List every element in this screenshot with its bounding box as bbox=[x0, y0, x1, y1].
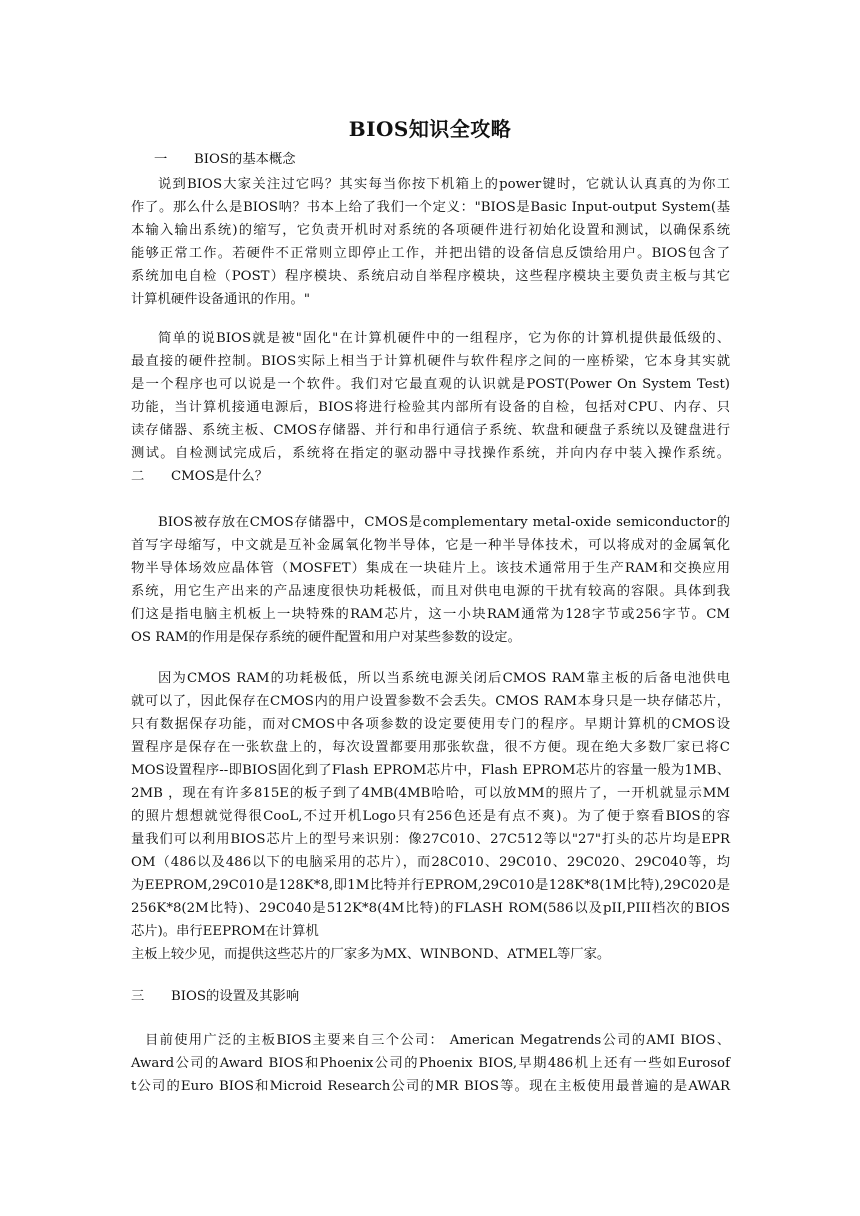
paragraph-line: 们这是指电脑主机板上一块特殊的RAM芯片，这一小块RAM通常为128字节或256字节。CM bbox=[131, 607, 730, 622]
paragraph-line: 的照片想想就觉得很CooL,不过开机Logo只有256色还是有点不爽)。为了便于察看BIOS的容 bbox=[131, 809, 730, 824]
paragraph-line: 测试。自检测试完成后，系统将在指定的驱动器中寻找操作系统，并向内存中装入操作系统。 bbox=[131, 446, 730, 461]
paragraph-line: 系统，用它生产出来的产品速度很快功耗极低，而且对供电电源的干扰有较高的容限。具体到我 bbox=[131, 584, 730, 599]
paragraph-line: 说到BIOS大家关注过它吗？其实每当你按下机箱上的power键时，它就认认真真的为你工 bbox=[158, 177, 730, 192]
paragraph-line: 芯片)。串行EEPROM在计算机 bbox=[131, 924, 319, 939]
paragraph-line: 读存储器、系统主板、CMOS存储器、并行和串行通信子系统、软盘和硬盘子系统以及键盘进行 bbox=[131, 423, 730, 438]
paragraph-line: 计算机硬件设备通讯的作用。" bbox=[131, 292, 310, 307]
paragraph-line: 功能，当计算机接通电源后，BIOS将进行检验其内部所有设备的自检，包括对CPU、内存、只 bbox=[131, 400, 730, 415]
paragraph-line: 物半导体场效应晶体管（MOSFET）集成在一块硅片上。该技术通常用于生产RAM和交换应用 bbox=[131, 561, 730, 576]
section-title: BIOS的基本概念 bbox=[194, 152, 296, 167]
paragraph-line: 目前使用广泛的主板BIOS主要来自三个公司： American Megatrends公司的AMI BIOS、 bbox=[145, 1033, 730, 1048]
paragraph-line: 2MB ，现在有许多815E的板子到了4MB(4MB哈哈，可以放MM的照片了，一开机就显示MM bbox=[131, 786, 730, 801]
paragraph-line: 最直接的硬件控制。BIOS实际上相当于计算机硬件与软件程序之间的一座桥梁，它本身其实就 bbox=[131, 354, 730, 369]
paragraph-line: 就可以了，因此保存在CMOS内的用户设置参数不会丢失。CMOS RAM本身只是一块存储芯片， bbox=[131, 694, 730, 709]
paragraph-line: 256K*8(2M比特)、29C040是512K*8(4M比特)的FLASH ROM(586以及pII,PIII档次的BIOS bbox=[131, 901, 730, 916]
paragraph-line: 系统加电自检（POST）程序模块、系统启动自举程序模块，这些程序模块主要负责主板与其它 bbox=[131, 269, 730, 284]
paragraph-line: 是一个程序也可以说是一个软件。我们对它最直观的认识就是POST(Power On System Test) bbox=[131, 377, 730, 392]
document-title: BIOS知识全攻略 bbox=[348, 117, 512, 141]
paragraph-line: 量我们可以利用BIOS芯片上的型号来识别：像27C010、27C512等以"27"打头的芯片均是EPR bbox=[131, 832, 730, 847]
paragraph-line: 置程序是保存在一张软盘上的，每次设置都要用那张软盘，很不方便。现在绝大多数厂家已将C bbox=[131, 740, 730, 755]
section-title: CMOS是什么？ bbox=[171, 469, 268, 484]
section-number: 二 bbox=[131, 469, 145, 484]
paragraph-line: 为EEPROM,29C010是128K*8,即1M比特并行EPROM,29C010是128K*8(1M比特),29C020是 bbox=[131, 878, 730, 893]
paragraph-line: 只有数据保存功能，而对CMOS中各项参数的设定要使用专门的程序。早期计算机的CMOS设 bbox=[131, 717, 730, 732]
paragraph-line: BIOS被存放在CMOS存储器中，CMOS是complementary metal-oxide semiconductor的 bbox=[158, 515, 730, 530]
paragraph-line: 首写字母缩写，中文就是互补金属氧化物半导体，它是一种半导体技术，可以将成对的金属氧化 bbox=[131, 538, 730, 553]
paragraph-line: t公司的Euro BIOS和Microid Research公司的MR BIOS等。现在主板使用最普遍的是AWAR bbox=[131, 1079, 730, 1094]
paragraph-line: 简单的说BIOS就是被"固化"在计算机硬件中的一组程序，它为你的计算机提供最低级的、 bbox=[158, 331, 730, 346]
section-heading-1 bbox=[154, 148, 296, 172]
section-number: 一 bbox=[154, 152, 168, 167]
paragraph-line: 主板上较少见，而提供这些芯片的厂家多为MX、WINBOND、ATMEL等厂家。 bbox=[131, 947, 611, 962]
section-heading-2 bbox=[131, 465, 268, 489]
paragraph-line: 作了。那么什么是BIOS呐？书本上给了我们一个定义："BIOS是Basic Input-output System(基 bbox=[131, 200, 730, 215]
paragraph-line: 因为CMOS RAM的功耗极低，所以当系统电源关闭后CMOS RAM靠主板的后备电池供电 bbox=[158, 671, 730, 686]
section-number: 三 bbox=[131, 989, 145, 1004]
paragraph-line: OS RAM的作用是保存系统的硬件配置和用户对某些参数的设定。 bbox=[131, 630, 521, 645]
section-title: BIOS的设置及其影响 bbox=[171, 989, 300, 1004]
paragraph-line: Award公司的Award BIOS和Phoenix公司的Phoenix BIOS,早期486机上还有一些如Eurosof bbox=[131, 1056, 730, 1071]
paragraph-line: 本输入输出系统)的缩写，它负责开机时对系统的各项硬件进行初始化设置和测试，以确保系统 bbox=[131, 223, 730, 238]
section-heading-3 bbox=[131, 985, 299, 1009]
paragraph-line: 能够正常工作。若硬件不正常则立即停止工作，并把出错的设备信息反馈给用户。BIOS包含了 bbox=[131, 246, 730, 261]
paragraph-line: MOS设置程序--即BIOS固化到了Flash EPROM芯片中，Flash EPROM芯片的容量一般为1MB、 bbox=[131, 763, 730, 778]
paragraph-line: OM（486以及486以下的电脑采用的芯片），而28C010、29C010、29C020、29C040等，均 bbox=[131, 855, 730, 870]
